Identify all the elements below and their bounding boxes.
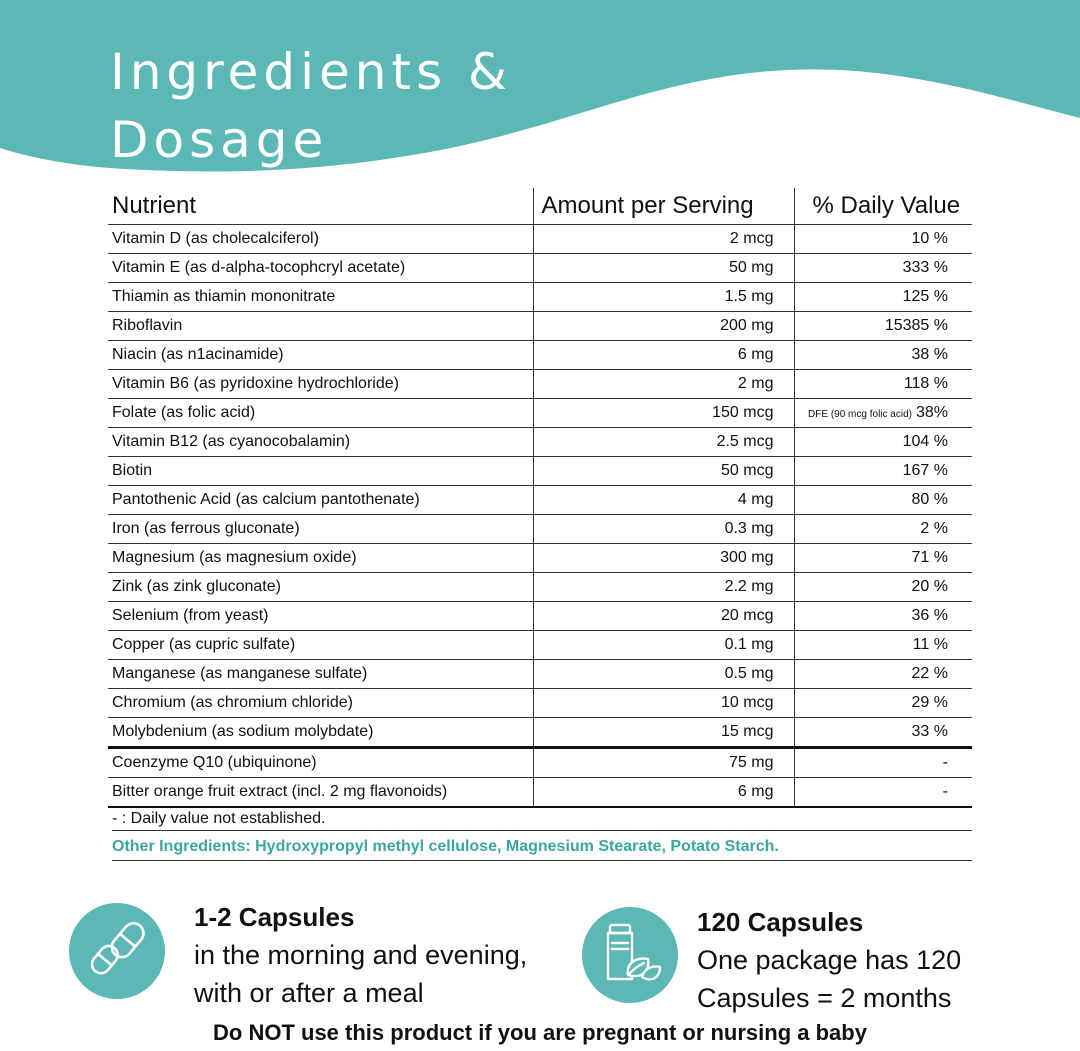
amount-per-serving: 6 mg [533, 341, 794, 370]
table-header-row [108, 188, 972, 225]
table-row [108, 515, 972, 544]
amount-per-serving: 20 mcg [533, 602, 794, 631]
bottle-leaf-icon [582, 907, 678, 1003]
daily-value-cell [794, 573, 972, 602]
amount-per-serving: 2 mg [533, 370, 794, 399]
amount-per-serving: 6 mg [533, 778, 794, 808]
table-body [108, 225, 972, 808]
daily-value-cell [794, 254, 972, 283]
page-title [110, 38, 512, 174]
dosage-heading: 1-2 Capsules [194, 902, 355, 932]
daily-value-cell [794, 312, 972, 341]
amount-per-serving: 300 mg [533, 544, 794, 573]
daily-value: 2 % [920, 520, 948, 537]
table-row [108, 660, 972, 689]
daily-value-cell [794, 689, 972, 718]
daily-value-cell [794, 428, 972, 457]
nutrient-name: Vitamin D (as cholecalciferol) [108, 225, 533, 254]
nutrient-name: Vitamin B6 (as pyridoxine hydrochloride) [108, 370, 533, 399]
nutrient-name: Folate (as folic acid) [108, 399, 533, 428]
nutrient-name: Selenium (from yeast) [108, 602, 533, 631]
dfe-note: DFE (90 mcg folic acid) [808, 409, 912, 420]
footnote: - : Daily value not established. [112, 808, 972, 831]
table-row [108, 370, 972, 399]
daily-value: 333 % [902, 259, 948, 276]
daily-value: 125 % [902, 288, 948, 305]
nutrient-name: Riboflavin [108, 312, 533, 341]
amount-per-serving: 2 mcg [533, 225, 794, 254]
nutrient-table [108, 188, 972, 808]
nutrient-name: Biotin [108, 457, 533, 486]
pregnancy-warning: Do NOT use this product if you are pregnant or nursing a baby [213, 1020, 867, 1045]
daily-value: 29 % [911, 694, 948, 711]
nutrient-name: Molybdenium (as sodium molybdate) [108, 718, 533, 748]
amount-per-serving: 0.1 mg [533, 631, 794, 660]
table-row [108, 312, 972, 341]
table-row [108, 225, 972, 254]
header-nutrient: Nutrient [108, 188, 533, 225]
daily-value: 71 % [911, 549, 948, 566]
amount-per-serving: 0.5 mg [533, 660, 794, 689]
daily-value-cell [794, 544, 972, 573]
daily-value-cell [794, 283, 972, 312]
nutrient-name: Copper (as cupric sulfate) [108, 631, 533, 660]
amount-per-serving: 150 mcg [533, 399, 794, 428]
table-row [108, 778, 972, 808]
amount-per-serving: 10 mcg [533, 689, 794, 718]
nutrient-name: Coenzyme Q10 (ubiquinone) [108, 748, 533, 778]
title-line-2: Dosage [110, 111, 329, 169]
header-daily-value: % Daily Value [794, 188, 972, 225]
nutrient-name: Pantothenic Acid (as calcium pantothenate) [108, 486, 533, 515]
table-row [108, 254, 972, 283]
nutrient-name: Chromium (as chromium chloride) [108, 689, 533, 718]
nutrient-name: Vitamin E (as d-alpha-tocophcryl acetate) [108, 254, 533, 283]
table-row [108, 748, 972, 778]
daily-value-cell [794, 778, 972, 808]
amount-per-serving: 200 mg [533, 312, 794, 341]
table-row [108, 399, 972, 428]
daily-value: 38 % [911, 346, 948, 363]
daily-value: 104 % [902, 433, 948, 450]
table-row [108, 486, 972, 515]
table-row [108, 341, 972, 370]
daily-value-cell [794, 631, 972, 660]
title-line-1: Ingredients & [110, 43, 513, 101]
package-info [697, 903, 961, 1017]
daily-value: 10 % [911, 230, 948, 247]
package-heading: 120 Capsules [697, 907, 864, 937]
table-row [108, 602, 972, 631]
daily-value: 15385 % [884, 317, 948, 334]
nutrient-name: Niacin (as n1acinamide) [108, 341, 533, 370]
table-row [108, 631, 972, 660]
daily-value-cell [794, 748, 972, 778]
daily-value: 20 % [911, 578, 948, 595]
daily-value-cell [794, 370, 972, 399]
dosage-line-2: with or after a meal [194, 978, 424, 1008]
table-row [108, 718, 972, 748]
capsules-icon [69, 903, 165, 999]
daily-value: 118 % [903, 375, 948, 392]
daily-value-cell [794, 399, 972, 428]
amount-per-serving: 50 mg [533, 254, 794, 283]
table-row [108, 689, 972, 718]
nutrient-name: Vitamin B12 (as cyanocobalamin) [108, 428, 533, 457]
daily-value: 11 % [912, 636, 948, 653]
daily-value-cell [794, 602, 972, 631]
nutrient-name: Iron (as ferrous gluconate) [108, 515, 533, 544]
daily-value: 22 % [911, 665, 948, 682]
amount-per-serving: 15 mcg [533, 718, 794, 748]
table-row [108, 428, 972, 457]
nutrient-name: Bitter orange fruit extract (incl. 2 mg flavonoids) [108, 778, 533, 808]
nutrient-name: Manganese (as manganese sulfate) [108, 660, 533, 689]
nutrient-name: Thiamin as thiamin mononitrate [108, 283, 533, 312]
daily-value: - [942, 783, 948, 800]
daily-value: - [942, 754, 948, 771]
amount-per-serving: 2.2 mg [533, 573, 794, 602]
header-amount: Amount per Serving [533, 188, 794, 225]
table-row [108, 573, 972, 602]
daily-value-cell [794, 486, 972, 515]
dosage-line-1: in the morning and evening, [194, 940, 528, 970]
daily-value-cell [794, 457, 972, 486]
daily-value-cell [794, 225, 972, 254]
package-line-2: Capsules = 2 months [697, 983, 952, 1013]
package-line-1: One package has 120 [697, 945, 962, 975]
table-row [108, 544, 972, 573]
daily-value: 33 % [911, 723, 948, 740]
daily-value-cell [794, 718, 972, 748]
amount-per-serving: 50 mcg [533, 457, 794, 486]
amount-per-serving: 1.5 mg [533, 283, 794, 312]
nutrient-table-container [108, 188, 972, 808]
amount-per-serving: 4 mg [533, 486, 794, 515]
daily-value: 36 % [911, 607, 948, 624]
other-ingredients: Other Ingredients: Hydroxypropyl methyl cellulose, Magnesium Stearate, Potato Starch. [112, 834, 972, 861]
dosage-info [194, 898, 527, 1012]
daily-value: 80 % [911, 491, 948, 508]
nutrient-name: Magnesium (as magnesium oxide) [108, 544, 533, 573]
table-row [108, 457, 972, 486]
nutrient-name: Zink (as zink gluconate) [108, 573, 533, 602]
amount-per-serving: 0.3 mg [533, 515, 794, 544]
daily-value: 38% [915, 404, 948, 421]
daily-value-cell [794, 515, 972, 544]
amount-per-serving: 2.5 mcg [533, 428, 794, 457]
table-row [108, 283, 972, 312]
daily-value: 167 % [902, 462, 948, 479]
daily-value-cell [794, 341, 972, 370]
amount-per-serving: 75 mg [533, 748, 794, 778]
daily-value-cell [794, 660, 972, 689]
